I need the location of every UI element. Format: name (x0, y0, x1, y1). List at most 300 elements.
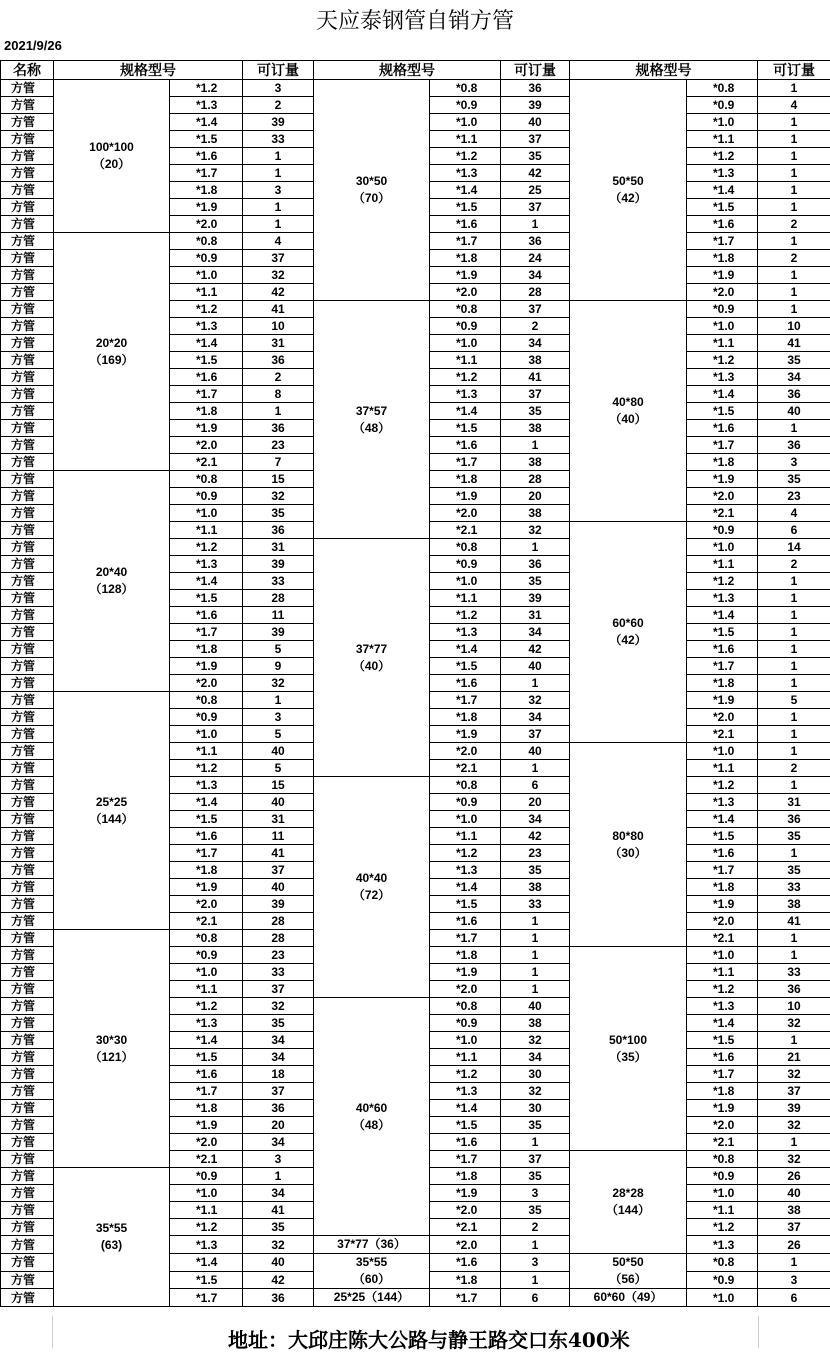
row-name: 方管 (1, 845, 54, 862)
qty-cell: 3 (758, 1271, 830, 1289)
qty-cell: 42 (501, 165, 570, 182)
spec-stock: （128） (54, 581, 169, 598)
qty-cell: 1 (758, 165, 830, 182)
size-cell: *1.2 (430, 369, 501, 386)
row-name: 方管 (1, 641, 54, 658)
size-cell: *1.1 (170, 981, 243, 998)
size-cell: *1.1 (687, 1202, 758, 1219)
qty-cell: 41 (501, 369, 570, 386)
spec-cell (314, 1254, 430, 1289)
row-name: 方管 (1, 930, 54, 947)
size-cell: *1.9 (430, 488, 501, 505)
size-cell: *0.9 (430, 318, 501, 335)
size-cell: *1.4 (170, 1032, 243, 1049)
size-cell: *1.2 (687, 777, 758, 794)
qty-cell: 35 (501, 1202, 570, 1219)
size-cell: *1.7 (687, 437, 758, 454)
size-cell: *2.0 (430, 743, 501, 760)
row-name: 方管 (1, 267, 54, 284)
spec-label: 35*55 (314, 1254, 429, 1271)
qty-cell: 1 (243, 692, 314, 709)
qty-cell: 37 (501, 199, 570, 216)
size-cell: *1.4 (687, 811, 758, 828)
size-cell: *1.5 (430, 896, 501, 913)
row-name: 方管 (1, 1134, 54, 1151)
row-name: 方管 (1, 539, 54, 556)
size-cell: *1.1 (430, 131, 501, 148)
row-name: 方管 (1, 743, 54, 760)
size-cell: *1.7 (170, 386, 243, 403)
size-cell: *1.2 (170, 80, 243, 97)
row-name: 方管 (1, 590, 54, 607)
spec-cell (570, 1151, 687, 1254)
size-cell: *1.7 (430, 1289, 501, 1307)
qty-cell: 1 (501, 1236, 570, 1254)
qty-cell: 40 (501, 743, 570, 760)
size-cell: *0.9 (687, 1271, 758, 1289)
qty-cell: 2 (243, 97, 314, 114)
spec-cell (54, 80, 170, 233)
size-cell: *1.3 (430, 1083, 501, 1100)
qty-cell: 41 (758, 335, 830, 352)
size-cell: *1.1 (430, 1049, 501, 1066)
qty-cell: 1 (758, 1254, 830, 1272)
size-cell: *1.9 (430, 964, 501, 981)
size-cell: *0.9 (170, 947, 243, 964)
size-cell: *1.1 (170, 1202, 243, 1219)
size-cell: *1.5 (170, 1271, 243, 1289)
qty-cell: 37 (501, 1151, 570, 1168)
size-cell: *2.1 (170, 454, 243, 471)
row-name: 方管 (1, 454, 54, 471)
spec-cell (570, 522, 687, 743)
row-name: 方管 (1, 777, 54, 794)
row-name: 方管 (1, 131, 54, 148)
spec-label: 100*100 (54, 139, 169, 156)
qty-cell: 35 (243, 505, 314, 522)
row-name: 方管 (1, 403, 54, 420)
size-cell: *2.0 (170, 437, 243, 454)
row-name: 方管 (1, 1254, 54, 1272)
size-cell: *1.2 (170, 760, 243, 777)
row-name: 方管 (1, 505, 54, 522)
size-cell: *2.1 (687, 1134, 758, 1151)
size-cell: *2.1 (170, 913, 243, 930)
qty-cell: 36 (501, 556, 570, 573)
qty-cell: 1 (501, 1271, 570, 1289)
row-name: 方管 (1, 1015, 54, 1032)
qty-cell: 32 (501, 1032, 570, 1049)
qty-cell: 40 (501, 998, 570, 1015)
size-cell: *1.3 (687, 794, 758, 811)
size-cell: *1.8 (687, 250, 758, 267)
header-spec-1: 规格型号 (54, 61, 243, 80)
qty-cell: 3 (243, 80, 314, 97)
qty-cell: 42 (501, 828, 570, 845)
size-cell: *0.8 (170, 471, 243, 488)
qty-cell: 40 (243, 1254, 314, 1272)
qty-cell: 23 (501, 845, 570, 862)
row-name: 方管 (1, 573, 54, 590)
qty-cell: 7 (243, 454, 314, 471)
qty-cell: 4 (758, 505, 830, 522)
qty-cell: 40 (243, 794, 314, 811)
qty-cell: 1 (758, 284, 830, 301)
qty-cell: 34 (243, 1134, 314, 1151)
size-cell: *1.4 (687, 386, 758, 403)
qty-cell: 26 (758, 1168, 830, 1185)
qty-cell: 35 (501, 1168, 570, 1185)
qty-cell: 28 (243, 913, 314, 930)
qty-cell: 3 (243, 709, 314, 726)
qty-cell: 1 (758, 573, 830, 590)
qty-cell: 1 (758, 641, 830, 658)
qty-cell: 30 (501, 1066, 570, 1083)
row-name: 方管 (1, 250, 54, 267)
size-cell: *2.0 (687, 709, 758, 726)
qty-cell: 33 (243, 573, 314, 590)
row-name: 方管 (1, 1100, 54, 1117)
qty-cell: 3 (243, 1151, 314, 1168)
size-cell: *1.6 (687, 641, 758, 658)
qty-cell: 2 (758, 760, 830, 777)
spec-stock: （72） (314, 887, 429, 904)
row-name: 方管 (1, 556, 54, 573)
row-name: 方管 (1, 1289, 54, 1307)
qty-cell: 30 (501, 1100, 570, 1117)
size-cell: *1.3 (687, 998, 758, 1015)
size-cell: *1.7 (430, 692, 501, 709)
spec-label: 25*25 (54, 794, 169, 811)
spec-cell (54, 692, 170, 930)
spec-cell (570, 80, 687, 301)
qty-cell: 1 (501, 216, 570, 233)
size-cell: *1.2 (170, 1219, 243, 1236)
qty-cell: 1 (758, 658, 830, 675)
spec-stock: （48） (314, 1117, 429, 1134)
qty-cell: 40 (243, 879, 314, 896)
spec-stock: （40） (570, 411, 686, 428)
size-cell: *2.0 (430, 284, 501, 301)
size-cell: *1.5 (687, 199, 758, 216)
size-cell: *2.0 (170, 1134, 243, 1151)
spec-cell (570, 743, 687, 947)
qty-cell: 34 (243, 1185, 314, 1202)
qty-cell: 1 (758, 743, 830, 760)
qty-cell: 1 (758, 148, 830, 165)
spec-stock: （42） (570, 190, 686, 207)
size-cell: *1.1 (687, 131, 758, 148)
qty-cell: 28 (501, 471, 570, 488)
spec-stock: （56） (570, 1271, 686, 1288)
size-cell: *1.8 (687, 1083, 758, 1100)
spec-stock: （169） (54, 352, 169, 369)
size-cell: *2.0 (687, 1117, 758, 1134)
row-name: 方管 (1, 811, 54, 828)
size-cell: *0.8 (170, 930, 243, 947)
qty-cell: 34 (501, 811, 570, 828)
size-cell: *1.3 (170, 318, 243, 335)
spec-cell (570, 301, 687, 522)
size-cell: *2.0 (170, 216, 243, 233)
qty-cell: 32 (243, 675, 314, 692)
spec-cell (314, 777, 430, 998)
qty-cell: 31 (501, 607, 570, 624)
size-cell: *1.4 (170, 1254, 243, 1272)
row-name: 方管 (1, 1083, 54, 1100)
qty-cell: 36 (243, 1100, 314, 1117)
spec-label: 20*40 (54, 564, 169, 581)
qty-cell: 1 (243, 199, 314, 216)
spec-stock: （144） (54, 811, 169, 828)
size-cell: *1.2 (170, 998, 243, 1015)
qty-cell: 32 (243, 1236, 314, 1254)
qty-cell: 32 (758, 1117, 830, 1134)
qty-cell: 33 (501, 896, 570, 913)
qty-cell: 1 (758, 590, 830, 607)
row-name: 方管 (1, 114, 54, 131)
size-cell: *1.4 (170, 114, 243, 131)
qty-cell: 32 (758, 1015, 830, 1032)
size-cell: *1.0 (170, 1185, 243, 1202)
size-cell: *1.9 (170, 879, 243, 896)
size-cell: *1.3 (170, 97, 243, 114)
qty-cell: 33 (758, 879, 830, 896)
qty-cell: 24 (501, 250, 570, 267)
size-cell: *1.6 (430, 437, 501, 454)
row-name: 方管 (1, 420, 54, 437)
spec-stock: （70） (314, 190, 429, 207)
size-cell: *1.2 (430, 845, 501, 862)
size-cell: *1.4 (170, 335, 243, 352)
size-cell: *2.0 (430, 1236, 501, 1254)
qty-cell: 42 (243, 284, 314, 301)
qty-cell: 6 (501, 777, 570, 794)
qty-cell: 28 (243, 930, 314, 947)
size-cell: *1.3 (430, 862, 501, 879)
spec-cell (314, 539, 430, 777)
size-cell: *1.1 (687, 556, 758, 573)
row-name: 方管 (1, 981, 54, 998)
size-cell: *1.5 (430, 658, 501, 675)
spec-label: 37*77（36） (314, 1236, 429, 1253)
qty-cell: 33 (243, 964, 314, 981)
qty-cell: 34 (501, 1049, 570, 1066)
qty-cell: 38 (501, 352, 570, 369)
header-row (1, 61, 830, 80)
size-cell: *1.4 (430, 182, 501, 199)
size-cell: *0.8 (430, 301, 501, 318)
size-cell: *1.9 (687, 692, 758, 709)
qty-cell: 18 (243, 1066, 314, 1083)
qty-cell: 34 (501, 335, 570, 352)
header-qty-2: 可订量 (501, 61, 570, 80)
row-name: 方管 (1, 1117, 54, 1134)
size-cell: *1.5 (170, 352, 243, 369)
qty-cell: 20 (501, 488, 570, 505)
spec-stock: （35） (570, 1049, 686, 1066)
size-cell: *1.6 (687, 216, 758, 233)
spec-label: 37*77 (314, 641, 429, 658)
spec-cell (54, 930, 170, 1168)
size-cell: *1.8 (430, 250, 501, 267)
size-cell: *1.5 (430, 420, 501, 437)
qty-cell: 36 (758, 811, 830, 828)
row-name: 方管 (1, 97, 54, 114)
spec-label: 25*25（144） (314, 1289, 429, 1306)
size-cell: *1.7 (430, 1151, 501, 1168)
size-cell: *1.6 (430, 1134, 501, 1151)
qty-cell: 37 (243, 981, 314, 998)
row-name: 方管 (1, 182, 54, 199)
row-name: 方管 (1, 318, 54, 335)
spec-label: 30*50 (314, 173, 429, 190)
size-cell: *1.3 (430, 624, 501, 641)
size-cell: *2.0 (430, 981, 501, 998)
size-cell: *1.2 (687, 148, 758, 165)
size-cell: *1.0 (687, 114, 758, 131)
size-cell: *2.0 (170, 896, 243, 913)
size-cell: *1.6 (430, 913, 501, 930)
size-cell: *1.2 (170, 539, 243, 556)
qty-cell: 1 (758, 709, 830, 726)
size-cell: *1.8 (170, 1100, 243, 1117)
size-cell: *1.5 (687, 828, 758, 845)
row-name: 方管 (1, 913, 54, 930)
row-name: 方管 (1, 760, 54, 777)
qty-cell: 1 (758, 233, 830, 250)
size-cell: *0.8 (430, 539, 501, 556)
qty-cell: 32 (243, 267, 314, 284)
size-cell: *0.8 (687, 80, 758, 97)
qty-cell: 20 (243, 1117, 314, 1134)
row-name: 方管 (1, 1202, 54, 1219)
qty-cell: 35 (758, 828, 830, 845)
size-cell: *1.3 (687, 1236, 758, 1254)
size-cell: *1.6 (170, 148, 243, 165)
qty-cell: 36 (243, 1289, 314, 1307)
size-cell: *1.7 (687, 658, 758, 675)
qty-cell: 34 (501, 624, 570, 641)
size-cell: *1.1 (687, 760, 758, 777)
qty-cell: 1 (758, 80, 830, 97)
spec-label: 50*50 (570, 1254, 686, 1271)
size-cell: *2.1 (430, 1219, 501, 1236)
qty-cell: 35 (501, 1117, 570, 1134)
size-cell: *0.8 (430, 998, 501, 1015)
size-cell: *1.3 (687, 590, 758, 607)
qty-cell: 1 (758, 114, 830, 131)
qty-cell: 21 (758, 1049, 830, 1066)
qty-cell: 36 (501, 80, 570, 97)
size-cell: *1.3 (687, 369, 758, 386)
size-cell: *0.8 (430, 80, 501, 97)
size-cell: *1.4 (687, 182, 758, 199)
qty-cell: 15 (243, 777, 314, 794)
qty-cell: 35 (758, 862, 830, 879)
qty-cell: 40 (243, 743, 314, 760)
size-cell: *1.4 (170, 794, 243, 811)
qty-cell: 37 (758, 1083, 830, 1100)
size-cell: *0.9 (170, 250, 243, 267)
qty-cell: 37 (501, 386, 570, 403)
size-cell: *1.1 (430, 828, 501, 845)
qty-cell: 40 (501, 658, 570, 675)
spec-label: 30*30 (54, 1032, 169, 1049)
qty-cell: 28 (243, 590, 314, 607)
qty-cell: 1 (758, 930, 830, 947)
qty-cell: 38 (758, 1202, 830, 1219)
size-cell: *1.9 (170, 1117, 243, 1134)
spec-cell (54, 471, 170, 692)
size-cell: *1.1 (170, 743, 243, 760)
size-cell: *1.1 (430, 352, 501, 369)
size-cell: *1.7 (170, 845, 243, 862)
size-cell: *1.5 (170, 1049, 243, 1066)
row-name: 方管 (1, 80, 54, 97)
qty-cell: 5 (243, 760, 314, 777)
qty-cell: 20 (501, 794, 570, 811)
spec-label: 40*80 (570, 394, 686, 411)
qty-cell: 38 (501, 1015, 570, 1032)
size-cell: *1.0 (687, 947, 758, 964)
spec-label: 40*60 (314, 1100, 429, 1117)
qty-cell: 34 (758, 369, 830, 386)
size-cell: *0.8 (687, 1254, 758, 1272)
qty-cell: 35 (501, 148, 570, 165)
row-name: 方管 (1, 1185, 54, 1202)
qty-cell: 15 (243, 471, 314, 488)
qty-cell: 1 (243, 165, 314, 182)
qty-cell: 9 (243, 658, 314, 675)
spec-cell (314, 80, 430, 301)
spec-cell (54, 1168, 170, 1307)
size-cell: *1.0 (687, 1185, 758, 1202)
size-cell: *1.0 (430, 114, 501, 131)
qty-cell: 1 (758, 199, 830, 216)
qty-cell: 23 (243, 437, 314, 454)
size-cell: *1.8 (170, 862, 243, 879)
size-cell: *1.0 (430, 573, 501, 590)
size-cell: *1.7 (687, 233, 758, 250)
header-spec-3: 规格型号 (570, 61, 758, 80)
row-name: 方管 (1, 675, 54, 692)
qty-cell: 2 (758, 250, 830, 267)
qty-cell: 1 (501, 675, 570, 692)
qty-cell: 35 (501, 403, 570, 420)
qty-cell: 34 (243, 1032, 314, 1049)
size-cell: *1.6 (170, 369, 243, 386)
date-label: 2021/9/26 (4, 38, 62, 53)
qty-cell: 39 (243, 556, 314, 573)
size-cell: *2.0 (430, 505, 501, 522)
qty-cell: 42 (243, 1271, 314, 1289)
row-name: 方管 (1, 862, 54, 879)
qty-cell: 3 (758, 454, 830, 471)
qty-cell: 35 (758, 471, 830, 488)
row-name: 方管 (1, 1219, 54, 1236)
qty-cell: 38 (501, 454, 570, 471)
size-cell: *1.7 (430, 233, 501, 250)
spec-label: 35*55 (54, 1220, 169, 1237)
qty-cell: 5 (243, 641, 314, 658)
qty-cell: 6 (501, 1289, 570, 1307)
spec-cell (314, 301, 430, 539)
spec-label: 60*60（49） (570, 1289, 686, 1306)
row-name: 方管 (1, 437, 54, 454)
qty-cell: 37 (243, 862, 314, 879)
size-cell: *1.6 (170, 607, 243, 624)
